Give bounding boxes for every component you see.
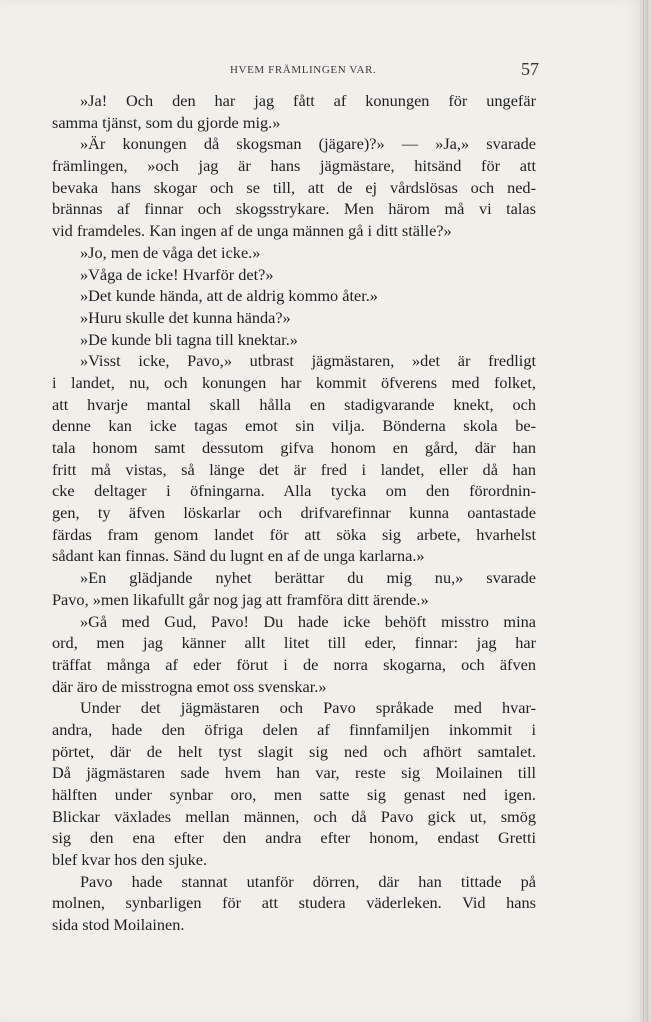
text-line: Pavo hade stannat utanför dörren, där han tittade på bbox=[80, 871, 536, 891]
text-line: »Ja! Och den har jag fått af konungen för ungefär bbox=[80, 91, 536, 110]
text-line: ord, men jag känner allt litet till eder, finnar: jag har bbox=[52, 633, 536, 653]
text-line: sig den ena efter den andra efter honom, endast Gretti bbox=[52, 828, 536, 848]
text-line: »Är konungen då skogsman (jägare)?» — »Ja,» svarade bbox=[80, 134, 536, 154]
running-head: HVEM FRÄMLINGEN VAR. bbox=[230, 64, 377, 76]
text-line: tala honom samt dessutom gifva honom en gård, där han bbox=[52, 438, 536, 457]
text-line: »Jo, men de våga det icke.» bbox=[80, 242, 261, 262]
text-line: pörtet, där de helt tyst slagit sig ned och afhört samtalet. bbox=[52, 741, 536, 761]
text-line: vid framdeles. Kan ingen af de unga männen gå i ditt ställe?» bbox=[52, 221, 452, 241]
text-line: fritt må vistas, så länge det är fred i landet, eller då han bbox=[52, 459, 536, 479]
text-line: främlingen, »och jag är hans jägmästare, hitsänd för att bbox=[52, 156, 536, 176]
text-line: »Visst icke, Pavo,» utbrast jägmästaren, »det är fredligt bbox=[80, 351, 536, 371]
text-line: i landet, nu, och konungen har kommit öfverens med folket, bbox=[52, 372, 536, 392]
text-line: molnen, synbarligen för att studera väderleken. Vid hans bbox=[52, 893, 536, 913]
text-line: att hvarje mantal skall hålla en stadigvarande knekt, och bbox=[52, 394, 536, 414]
text-line: Blickar växlades mellan männen, och då Pavo gick ut, smög bbox=[52, 806, 536, 826]
text-line: »Huru skulle det kunna hända?» bbox=[80, 307, 291, 327]
text-line: där äro de misstrogna emot oss svenskar.» bbox=[52, 676, 327, 696]
text-line: »Gå med Gud, Pavo! Du hade icke behöft misstro mina bbox=[80, 611, 536, 631]
text-line: Under det jägmästaren och Pavo språkade med hvar- bbox=[80, 698, 536, 718]
body-text bbox=[52, 90, 536, 936]
text-line: »Våga de icke! Hvarför det?» bbox=[80, 264, 274, 284]
text-line: cke deltager i öfningarna. Alla tycka om den förordnin- bbox=[52, 481, 536, 501]
text-line: brännas af finnar och skogsstrykare. Men härom må vi talas bbox=[52, 199, 536, 219]
text-line: denne kan icke tagas emot sin vilja. Bönderna skola be- bbox=[52, 416, 536, 436]
text-line: sida stod Moilainen. bbox=[52, 915, 185, 935]
text-line: gen, ty äfven löskarlar och drifvarefinnar kunna oantastade bbox=[52, 503, 536, 523]
page-number: 57 bbox=[521, 59, 539, 79]
text-line: sådant kan finnas. Sänd du lugnt en af de unga karlarna.» bbox=[52, 546, 425, 566]
text-line: hälften under synbar oro, men satte sig genast ned igen. bbox=[52, 785, 536, 804]
text-line: blef kvar hos den sjuke. bbox=[52, 850, 208, 870]
text-line: »Det kunde hända, att de aldrig kommo åter.» bbox=[80, 286, 378, 306]
text-line: »En glädjande nyhet berättar du mig nu,» svarade bbox=[80, 568, 536, 588]
page-edge bbox=[640, 0, 651, 1022]
text-line: »De kunde bli tagna till knektar.» bbox=[80, 329, 298, 349]
text-line: bevaka hans skogar och se till, att de ej vårdslösas och ned- bbox=[52, 177, 536, 197]
text-line: andra, hade den öfriga delen af finnfamiljen inkommit i bbox=[52, 719, 536, 739]
text-line: Pavo, »men likafullt går nog jag att framföra ditt ärende.» bbox=[52, 589, 429, 609]
text-line: samma tjänst, som du gjorde mig.» bbox=[52, 112, 281, 132]
text-line: träffat många af eder förut i de norra skogarna, och äfven bbox=[52, 654, 536, 674]
text-line: färdas fram genom landet för att söka sig arbete, hvarhelst bbox=[52, 524, 536, 544]
text-line: Då jägmästaren sade hvem han var, reste sig Moilainen till bbox=[52, 763, 536, 783]
